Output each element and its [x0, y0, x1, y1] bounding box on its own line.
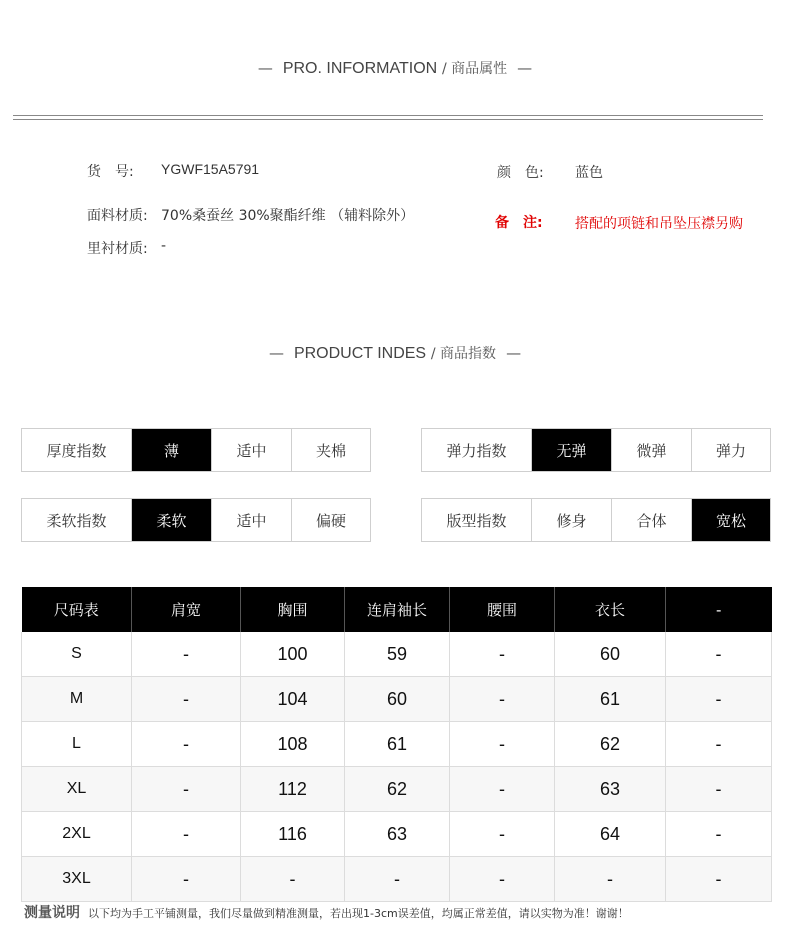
- thickness-index: [21, 428, 371, 472]
- softness-option-stiff: 偏硬: [315, 511, 346, 530]
- header-length: 衣长: [555, 587, 666, 632]
- table-cell: -: [132, 632, 241, 677]
- table-cell: 61: [555, 677, 666, 722]
- pro-information-title: — PRO. INFORMATION / 商品属性 —: [257, 59, 533, 77]
- softness-index: [21, 498, 371, 542]
- thickness-option-padded: 夹棉: [315, 441, 346, 460]
- table-cell: -: [666, 767, 772, 812]
- elasticity-index: [421, 428, 771, 472]
- table-cell: -: [241, 857, 345, 902]
- lining-value: -: [161, 238, 167, 254]
- table-row: [22, 632, 772, 677]
- color-label: 颜 色:: [497, 165, 544, 181]
- table-cell: -: [450, 722, 555, 767]
- table-cell: 62: [555, 722, 666, 767]
- table-cell: 108: [241, 722, 345, 767]
- table-cell: M: [22, 677, 132, 722]
- header-sleeve: 连肩袖长: [345, 587, 450, 632]
- table-cell: 62: [345, 767, 450, 812]
- elasticity-option-stretch: 弹力: [715, 441, 746, 460]
- table-cell: 112: [241, 767, 345, 812]
- thickness-index-label: 厚度指数: [22, 429, 132, 471]
- table-cell: S: [22, 632, 132, 677]
- table-cell: -: [450, 632, 555, 677]
- table-cell: 63: [555, 767, 666, 812]
- table-cell: -: [132, 857, 241, 902]
- table-cell: -: [555, 857, 666, 902]
- pro-information-en: PRO. INFORMATION: [282, 60, 438, 77]
- table-cell: XL: [22, 767, 132, 812]
- fabric-value: 70%桑蚕丝 30%聚酯纤维 （辅料除外）: [161, 208, 415, 224]
- table-cell: -: [132, 677, 241, 722]
- table-cell: -: [345, 857, 450, 902]
- pro-information-cn: / 商品属性: [441, 61, 508, 77]
- elasticity-option-none: 无弹: [532, 429, 612, 471]
- table-cell: 104: [241, 677, 345, 722]
- fit-option-regular: 合体: [612, 499, 692, 541]
- thickness-option-thin: 薄: [132, 429, 212, 471]
- table-cell: -: [666, 857, 772, 902]
- size-table-header: [22, 587, 772, 632]
- table-row: [22, 857, 772, 902]
- table-cell: 64: [555, 812, 666, 857]
- fabric-label: 面料材质:: [87, 208, 148, 224]
- table-cell: -: [132, 812, 241, 857]
- fit-index-label: 版型指数: [422, 499, 532, 541]
- header-shoulder: 肩宽: [132, 587, 241, 632]
- remark-label: 备 注:: [495, 215, 543, 231]
- table-cell: -: [450, 812, 555, 857]
- table-cell: 116: [241, 812, 345, 857]
- table-cell: 60: [555, 632, 666, 677]
- table-cell: 3XL: [22, 857, 132, 902]
- table-cell: 2XL: [22, 812, 132, 857]
- table-cell: L: [22, 722, 132, 767]
- header-size-chart: 尺码表: [22, 587, 132, 632]
- table-cell: -: [450, 677, 555, 722]
- softness-index-label: 柔软指数: [22, 499, 132, 541]
- table-row: [22, 767, 772, 812]
- table-cell: 100: [241, 632, 345, 677]
- header-waist: 腰围: [450, 587, 555, 632]
- sku-label: 货 号:: [87, 164, 134, 180]
- color-value: 蓝色: [575, 165, 603, 181]
- table-cell: -: [666, 722, 772, 767]
- elasticity-option-slight: 微弹: [612, 429, 692, 471]
- measurement-note-text: 以下均为手工平铺测量，我们尽量做到精准测量，若出现1-3cm误差值，均属正常差值，请以实物为准！谢谢！: [88, 907, 629, 920]
- size-table: [21, 587, 772, 902]
- table-cell: 61: [345, 722, 450, 767]
- table-row: [22, 722, 772, 767]
- table-cell: -: [666, 632, 772, 677]
- sku-value: YGWF15A5791: [161, 161, 260, 177]
- divider-line-2: [13, 119, 763, 120]
- product-index-title: — PRODUCT INDES / 商品指数 —: [268, 344, 522, 362]
- table-cell: -: [666, 677, 772, 722]
- measurement-note: [24, 902, 629, 922]
- elasticity-index-label: 弹力指数: [422, 429, 532, 471]
- product-index-cn: / 商品指数: [430, 346, 497, 362]
- table-cell: -: [132, 767, 241, 812]
- thickness-option-medium: 适中: [212, 429, 292, 471]
- product-index-en: PRODUCT INDES: [293, 345, 427, 362]
- table-cell: -: [450, 857, 555, 902]
- remark-value: 搭配的项链和吊坠压襟另购: [575, 216, 743, 232]
- table-cell: -: [666, 812, 772, 857]
- header-bust: 胸围: [241, 587, 345, 632]
- table-row: [22, 677, 772, 722]
- divider-line-1: [13, 115, 763, 116]
- fit-index: [421, 498, 771, 542]
- table-row: [22, 812, 772, 857]
- measurement-note-label: 测量说明: [24, 905, 80, 921]
- header-extra: -: [666, 587, 772, 632]
- table-cell: 59: [345, 632, 450, 677]
- fit-option-loose: 宽松: [692, 499, 770, 541]
- table-cell: 63: [345, 812, 450, 857]
- table-cell: 60: [345, 677, 450, 722]
- table-cell: -: [450, 767, 555, 812]
- softness-option-medium: 适中: [212, 499, 292, 541]
- softness-option-soft: 柔软: [132, 499, 212, 541]
- lining-label: 里衬材质:: [87, 241, 148, 257]
- fit-option-slim: 修身: [532, 499, 612, 541]
- table-cell: -: [132, 722, 241, 767]
